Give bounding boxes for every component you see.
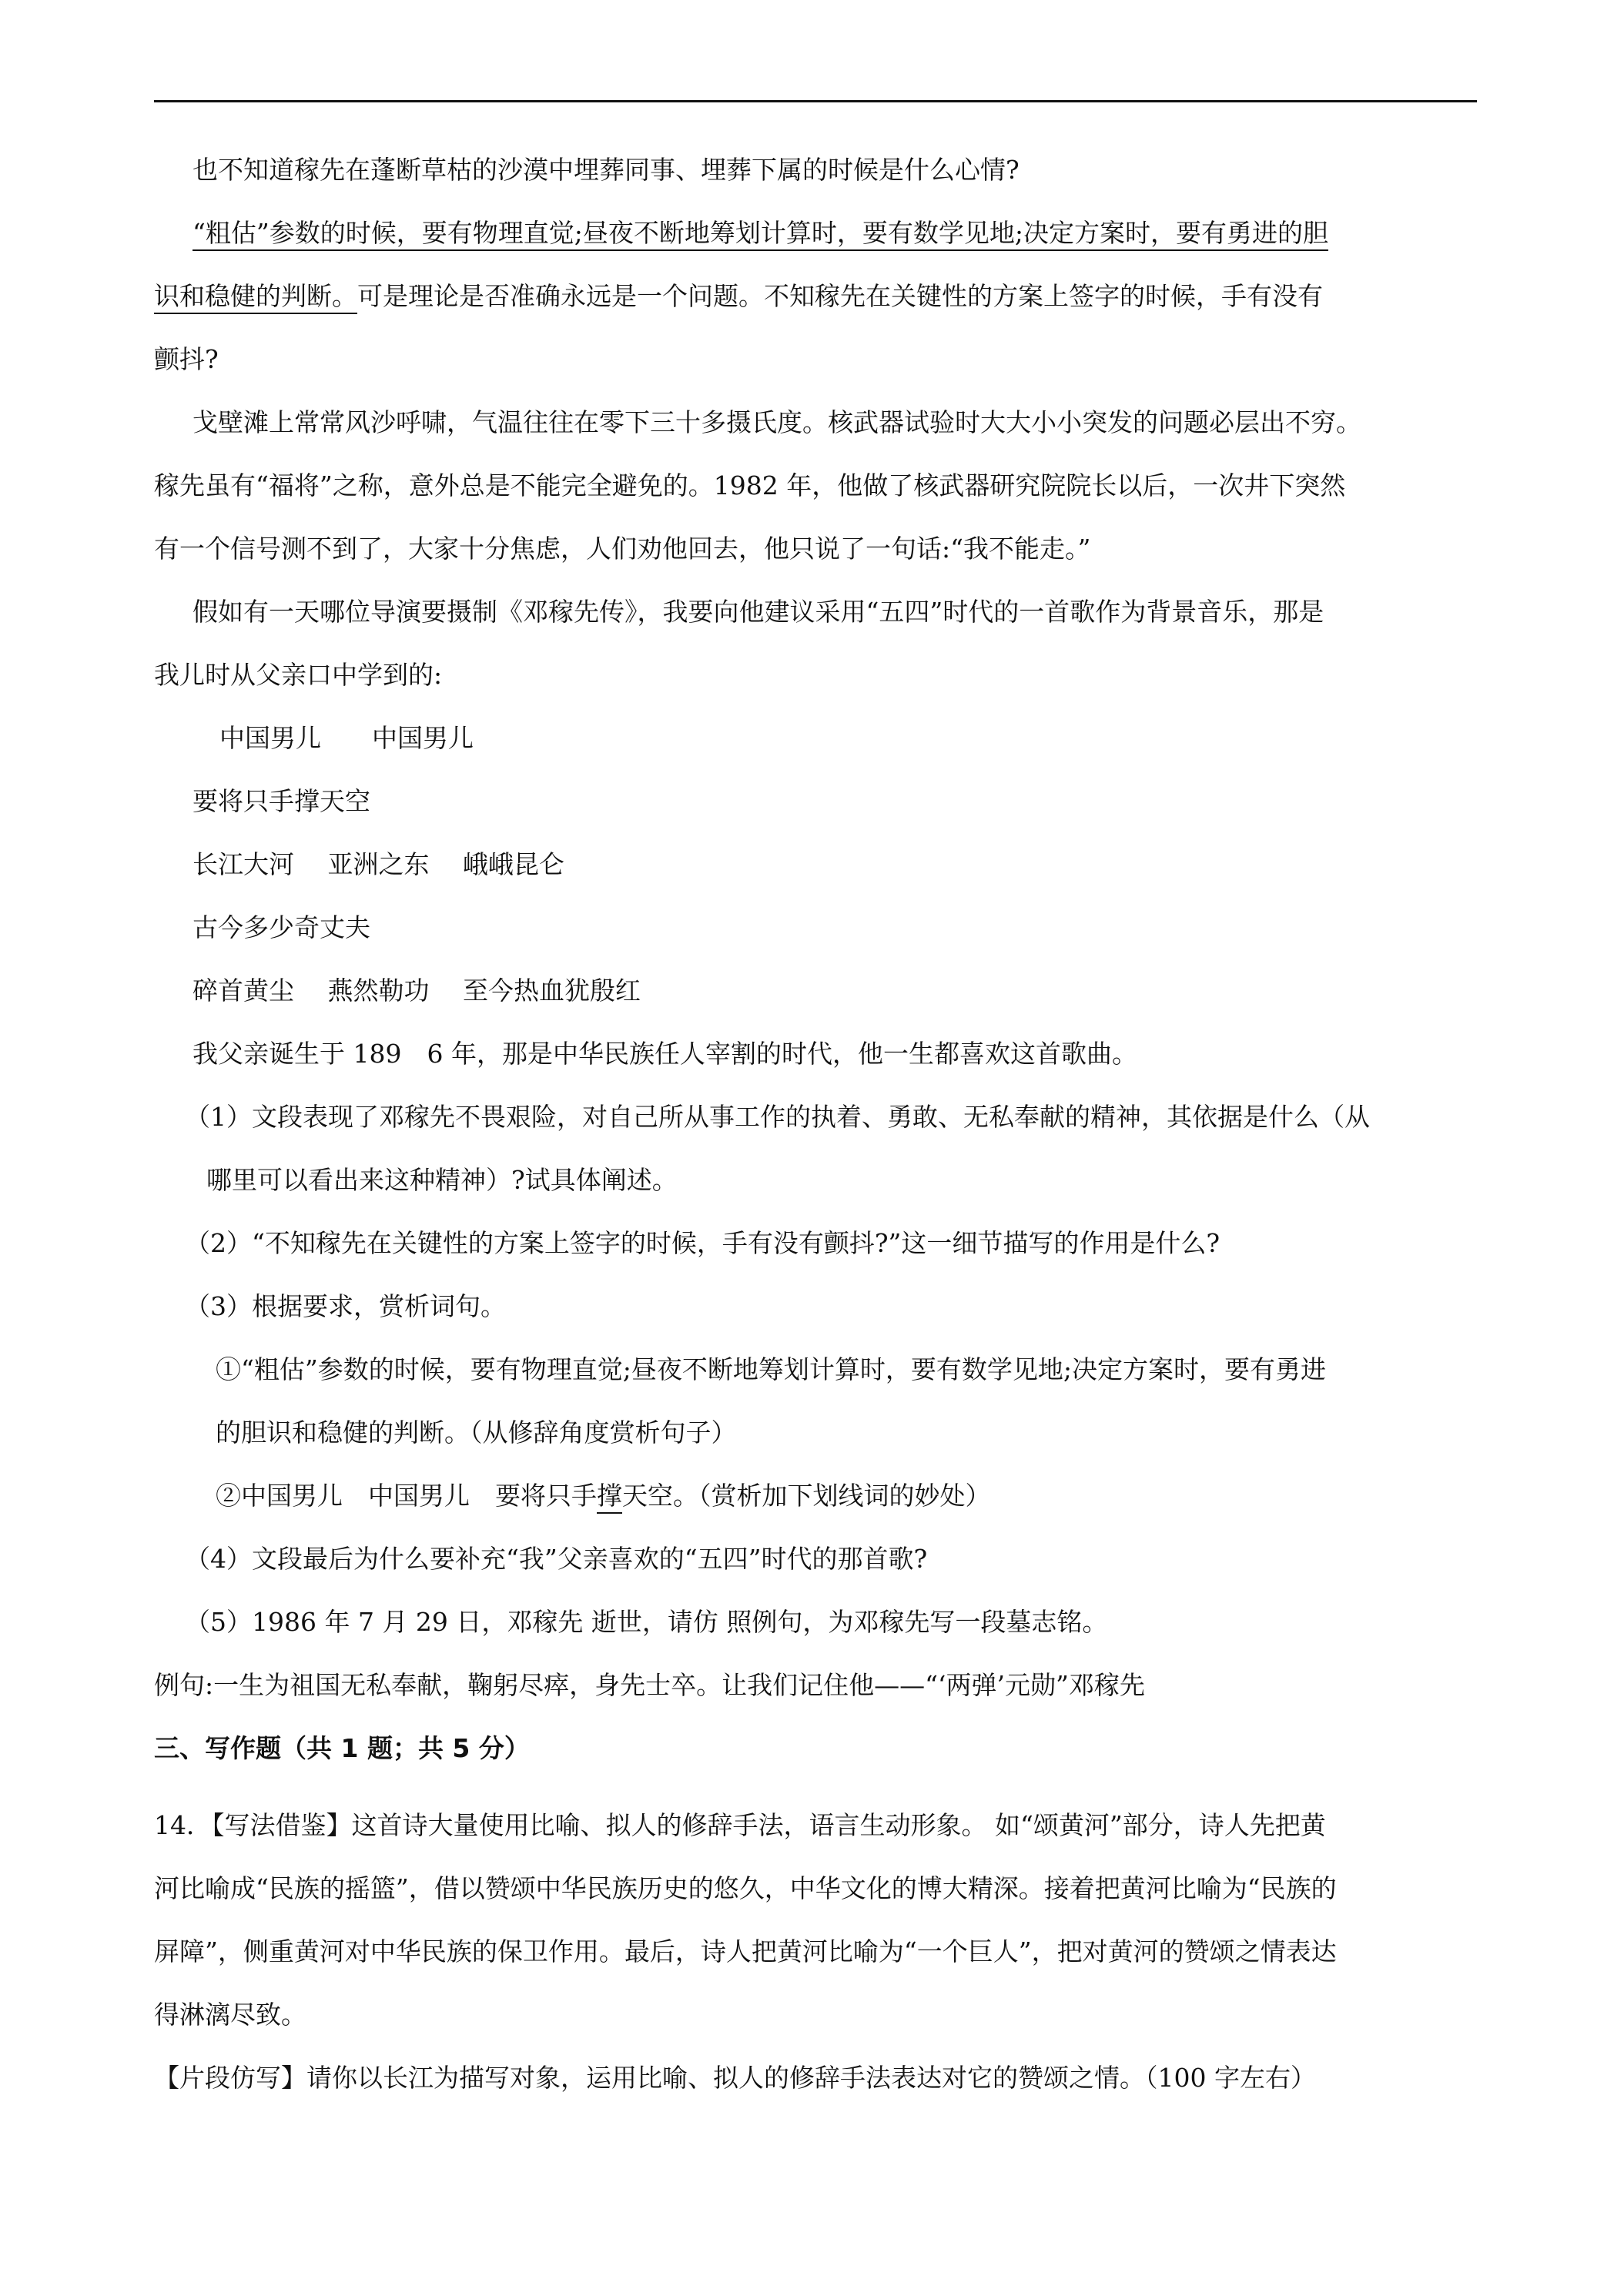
question-4: （4）文段最后为什么要补充“我”父亲喜欢的“五四”时代的那首歌? <box>185 1544 928 1574</box>
underlined-sentence: “粗估”参数的时候，要有物理直觉;昼夜不断地筹划计算时，要有数学见地;决定方案时，要有勇进的胆 <box>193 218 1328 248</box>
question-14-line-1: 14．【写法借鉴】这首诗大量使用比喻、拟人的修辞手法，语言生动形象。 如“颂黄河”部分，诗人先把黄 <box>154 1810 1326 1840</box>
document-body <box>154 139 1477 2110</box>
underlined-word: 撑 <box>597 1481 622 1511</box>
header-rule <box>154 100 1477 102</box>
underlined-sentence-end: 识和稳健的判断。 <box>154 281 357 311</box>
question-2: （2）“不知稼先在关键性的方案上签字的时候，手有没有颤抖?”这一细节描写的作用是什么? <box>185 1228 1221 1258</box>
passage-paragraph-4-line-2: 我儿时从父亲口中学到的: <box>154 660 443 690</box>
passage-paragraph-1: 也不知道稼先在蓬断草枯的沙漠中埋葬同事、埋葬下属的时候是什么心情? <box>193 155 1020 185</box>
song-line-5: 碎首黄尘 燕然勒功 至今热血犹殷红 <box>193 976 641 1006</box>
question-1-line-1: （1）文段表现了邓稼先不畏艰险，对自己所从事工作的执着、勇敢、无私奉献的精神，其依据是什么（从 <box>185 1102 1370 1132</box>
passage-paragraph-4-line-1: 假如有一天哪位导演要摄制《邓稼先传》，我要向他建议采用“五四”时代的一首歌作为背景音乐，那是 <box>193 597 1324 627</box>
question-3a-line-2: 的胆识和稳健的判断。（从修辞角度赏析句子） <box>216 1417 737 1448</box>
question-14-line-4: 得淋漓尽致。 <box>154 2000 306 2030</box>
passage-paragraph-3-line-3: 有一个信号测不到了，大家十分焦虑，人们劝他回去，他只说了一句话:“我不能走。” <box>154 534 1091 564</box>
passage-paragraph-3-line-2: 稼先虽有“福将”之称，意外总是不能完全避免的。1982 年，他做了核武器研究院院长以后，一次井下突然 <box>154 470 1346 500</box>
section-3-heading: 三、写作题（共 1 题；共 5 分） <box>154 1733 530 1763</box>
imitation-prompt: 【片段仿写】请你以长江为描写对象，运用比喻、拟人的修辞手法表达对它的赞颂之情。（100 字左右） <box>154 2063 1316 2093</box>
passage-paragraph-2-line-1 <box>154 202 1477 265</box>
question-3a-line-1: ①“粗估”参数的时候，要有物理直觉;昼夜不断地筹划计算时，要有数学见地;决定方案时，要有勇进 <box>216 1354 1326 1384</box>
passage-paragraph-2-line-3: 颤抖? <box>154 344 219 374</box>
passage-paragraph-5: 我父亲诞生于 189 6 年，那是中华民族任人宰割的时代，他一生都喜欢这首歌曲。 <box>193 1039 1137 1069</box>
passage-paragraph-2-line-2: 识和稳健的判断。可是理论是否准确永远是一个问题。不知稼先在关键性的方案上签字的时候，手有没有 <box>154 281 1323 311</box>
question-5: （5）1986 年 7 月 29 日，邓稼先 逝世，请仿 照例句，为邓稼先写一段墓志铭。 <box>185 1607 1108 1637</box>
question-14-line-2: 河比喻成“民族的摇篮”，借以赞颂中华民族历史的悠久，中华文化的博大精深。接着把黄河比喻为“民族的 <box>154 1873 1337 1903</box>
song-line-3: 长江大河 亚洲之东 峨峨昆仑 <box>193 849 564 879</box>
passage-paragraph-3-line-1: 戈壁滩上常常风沙呼啸，气温往往在零下三十多摄氏度。核武器试验时大大小小突发的问题必层出不穷。 <box>193 407 1361 437</box>
question-14-line-3: 屏障”，侧重黄河对中华民族的保卫作用。最后，诗人把黄河比喻为“一个巨人”，把对黄河的赞颂之情表达 <box>154 1936 1337 1966</box>
song-line-1: 中国男儿 中国男儿 <box>219 723 474 753</box>
song-line-4: 古今多少奇丈夫 <box>193 912 370 942</box>
example-sentence: 例句:一生为祖国无私奉献，鞠躬尽瘁，身先士卒。让我们记住他——“‘两弹’元勋”邓稼先 <box>154 1670 1145 1700</box>
question-3b: ②中国男儿 中国男儿 要将只手撑天空。（赏析加下划线词的妙处） <box>216 1481 991 1511</box>
question-1-line-2: 哪里可以看出来这种精神）?试具体阐述。 <box>206 1165 678 1195</box>
song-line-2: 要将只手撑天空 <box>193 786 370 816</box>
question-3: （3）根据要求，赏析词句。 <box>185 1291 506 1321</box>
